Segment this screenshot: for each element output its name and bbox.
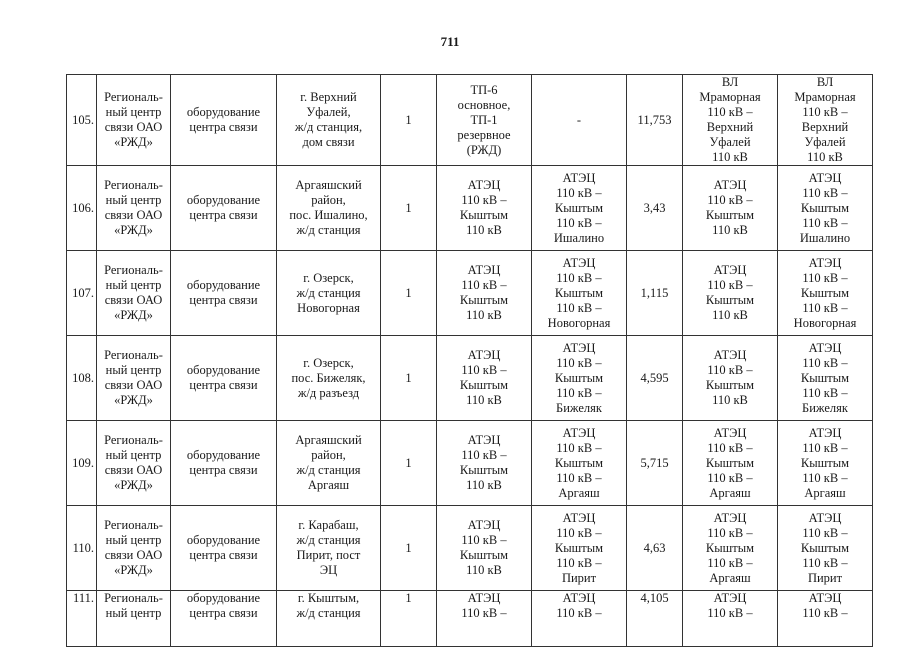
cell-line1: АТЭЦ 110 кВ – Кыштым 110 кВ [683,336,778,421]
cell-source2: АТЭЦ 110 кВ – Кыштым 110 кВ – Аргаяш [532,421,627,506]
cell-location: Аргаяшский район, пос. Ишалино, ж/д станция [277,166,381,251]
cell-num: 111. [67,591,97,647]
cell-source1: АТЭЦ 110 кВ – [437,591,532,647]
cell-location: г. Озерск, ж/д станция Новогорная [277,251,381,336]
cell-object: оборудование центра связи [171,336,277,421]
cell-location: г. Озерск, пос. Бижеляк, ж/д разъезд [277,336,381,421]
cell-qty: 1 [381,75,437,166]
cell-location: г. Верхний Уфалей, ж/д станция, дом связи [277,75,381,166]
cell-organization: Региональ- ный центр [97,591,171,647]
cell-num: 107. [67,251,97,336]
table-row [67,75,873,166]
cell-source1: ТП-6 основное, ТП-1 резервное (РЖД) [437,75,532,166]
cell-source2: АТЭЦ 110 кВ – Кыштым 110 кВ – Новогорная [532,251,627,336]
cell-qty: 1 [381,506,437,591]
cell-length: 4,63 [627,506,683,591]
cell-qty: 1 [381,251,437,336]
cell-object: оборудование центра связи [171,591,277,647]
cell-source2: АТЭЦ 110 кВ – Кыштым 110 кВ – Ишалино [532,166,627,251]
cell-qty: 1 [381,421,437,506]
cell-object: оборудование центра связи [171,421,277,506]
cell-organization: Региональ- ный центр связи ОАО «РЖД» [97,506,171,591]
cell-source2: АТЭЦ 110 кВ – [532,591,627,647]
cell-qty: 1 [381,166,437,251]
cell-num: 105. [67,75,97,166]
cell-line2: АТЭЦ 110 кВ – Кыштым 110 кВ – Ишалино [778,166,873,251]
cell-line2: АТЭЦ 110 кВ – [778,591,873,647]
cell-length: 4,105 [627,591,683,647]
cell-line1: АТЭЦ 110 кВ – Кыштым 110 кВ [683,251,778,336]
cell-source1: АТЭЦ 110 кВ – Кыштым 110 кВ [437,506,532,591]
table-row [67,251,873,336]
cell-length: 5,715 [627,421,683,506]
cell-source1: АТЭЦ 110 кВ – Кыштым 110 кВ [437,251,532,336]
cell-organization: Региональ- ный центр связи ОАО «РЖД» [97,166,171,251]
cell-object: оборудование центра связи [171,75,277,166]
cell-line1: АТЭЦ 110 кВ – Кыштым 110 кВ – Аргаяш [683,506,778,591]
cell-line2: ВЛ Мраморная 110 кВ – Верхний Уфалей 110 кВ [778,75,873,166]
table-body [67,75,873,647]
cell-qty: 1 [381,336,437,421]
cell-length: 11,753 [627,75,683,166]
cell-source1: АТЭЦ 110 кВ – Кыштым 110 кВ [437,336,532,421]
cell-organization: Региональ- ный центр связи ОАО «РЖД» [97,336,171,421]
cell-object: оборудование центра связи [171,251,277,336]
cell-length: 3,43 [627,166,683,251]
cell-line2: АТЭЦ 110 кВ – Кыштым 110 кВ – Новогорная [778,251,873,336]
cell-organization: Региональ- ный центр связи ОАО «РЖД» [97,251,171,336]
cell-organization: Региональ- ный центр связи ОАО «РЖД» [97,421,171,506]
cell-num: 106. [67,166,97,251]
cell-line1: ВЛ Мраморная 110 кВ – Верхний Уфалей 110 кВ [683,75,778,166]
cell-source1: АТЭЦ 110 кВ – Кыштым 110 кВ [437,166,532,251]
cell-line2: АТЭЦ 110 кВ – Кыштым 110 кВ – Бижеляк [778,336,873,421]
cell-location: Аргаяшский район, ж/д станция Аргаяш [277,421,381,506]
table-row [67,421,873,506]
cell-line2: АТЭЦ 110 кВ – Кыштым 110 кВ – Пирит [778,506,873,591]
cell-num: 109. [67,421,97,506]
cell-object: оборудование центра связи [171,166,277,251]
cell-source2: АТЭЦ 110 кВ – Кыштым 110 кВ – Пирит [532,506,627,591]
cell-organization: Региональ- ный центр связи ОАО «РЖД» [97,75,171,166]
table-row [67,336,873,421]
cell-length: 1,115 [627,251,683,336]
cell-num: 110. [67,506,97,591]
cell-source2: АТЭЦ 110 кВ – Кыштым 110 кВ – Бижеляк [532,336,627,421]
cell-line2: АТЭЦ 110 кВ – Кыштым 110 кВ – Аргаяш [778,421,873,506]
cell-object: оборудование центра связи [171,506,277,591]
cell-location: г. Кыштым, ж/д станция [277,591,381,647]
cell-line1: АТЭЦ 110 кВ – Кыштым 110 кВ – Аргаяш [683,421,778,506]
cell-location: г. Карабаш, ж/д станция Пирит, пост ЭЦ [277,506,381,591]
cell-qty: 1 [381,591,437,647]
table-row [67,166,873,251]
cell-source1: АТЭЦ 110 кВ – Кыштым 110 кВ [437,421,532,506]
cell-length: 4,595 [627,336,683,421]
cell-source2: - [532,75,627,166]
data-table [66,74,873,647]
cell-num: 108. [67,336,97,421]
cell-line1: АТЭЦ 110 кВ – [683,591,778,647]
cell-line1: АТЭЦ 110 кВ – Кыштым 110 кВ [683,166,778,251]
page-number: 711 [440,34,460,49]
table-row [67,506,873,591]
table-row [67,591,873,647]
